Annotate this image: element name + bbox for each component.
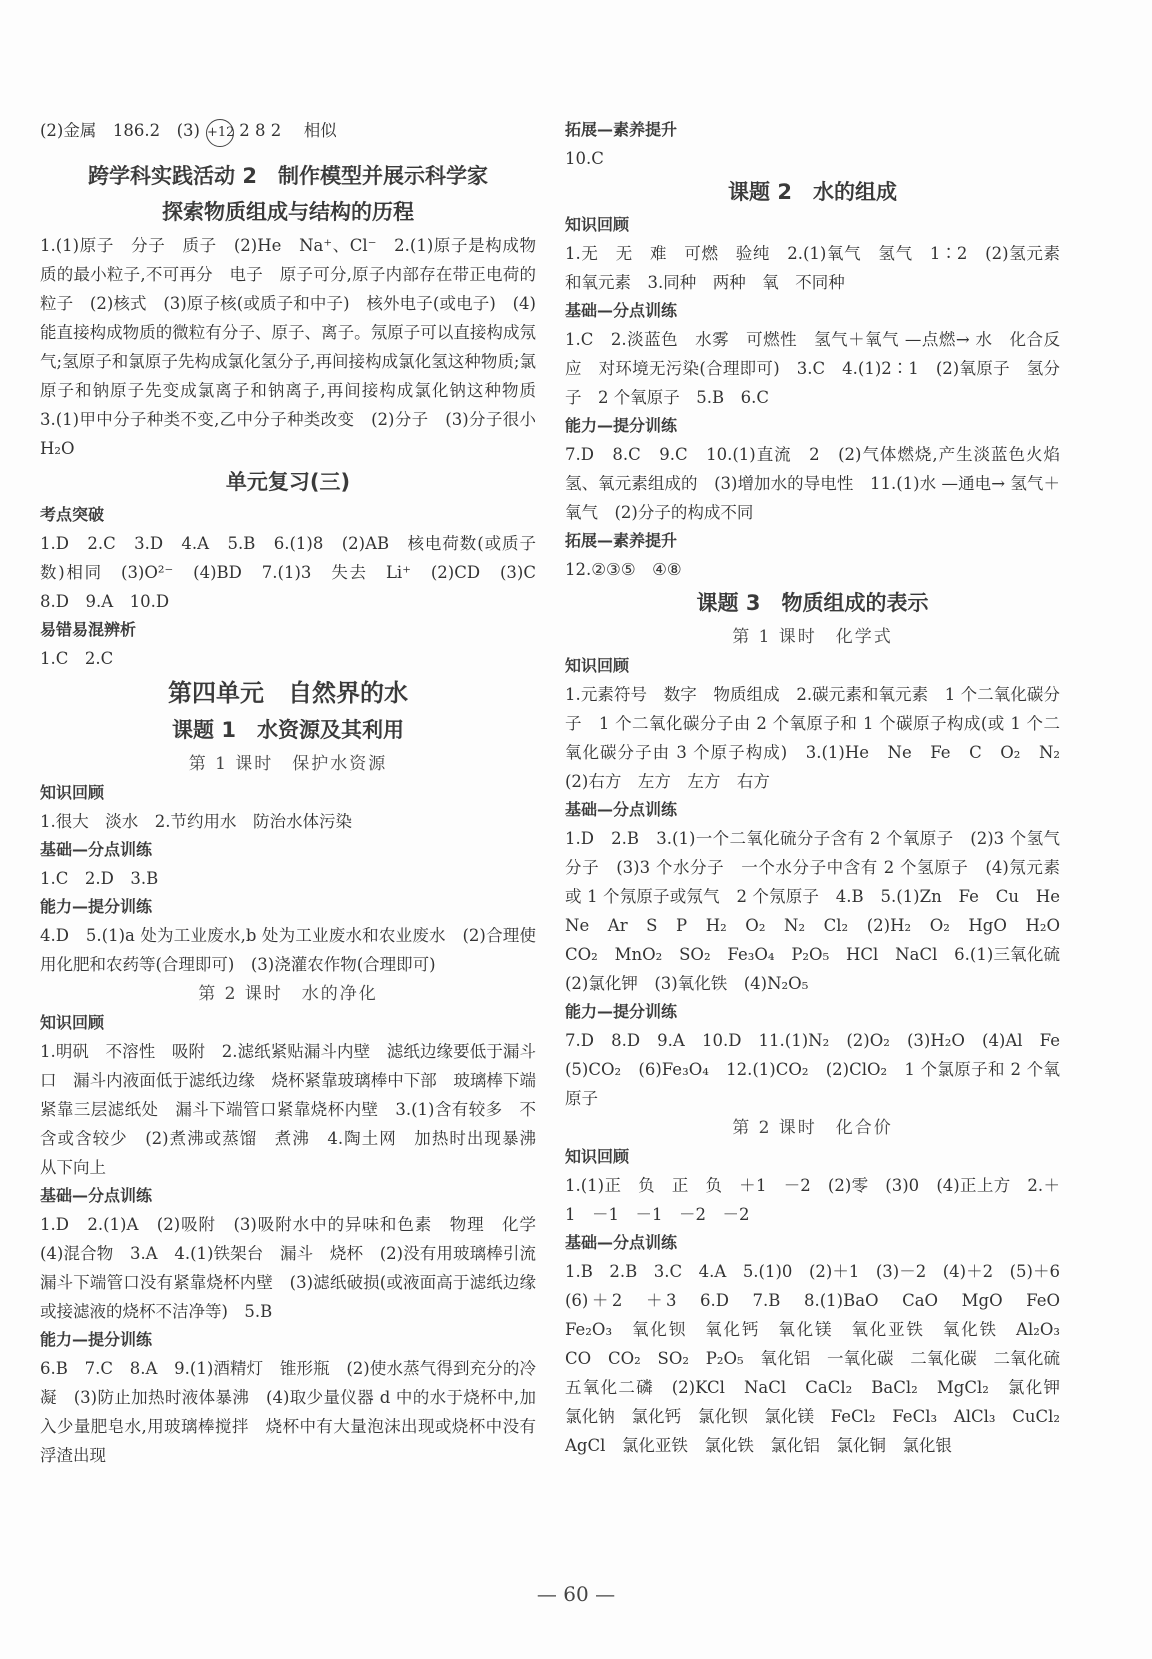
lesson-title: 第 2 课时 水的净化: [198, 984, 378, 1004]
topic-title: 课题 1 水资源及其利用: [172, 718, 404, 742]
section-heading: 能力—提分训练: [565, 416, 678, 435]
section-answers: 1.无 无 难 可燃 验纯 2.(1)氧气 氢气 1∶2 (2)氢元素和氧元素 3.同种 两种 氧 不同种: [565, 244, 1060, 292]
lesson-title: 第 1 课时 化学式: [732, 627, 893, 647]
section-answers: 12.②③⑤ ④⑧: [565, 560, 682, 579]
topic-title: 课题 2 水的组成: [728, 180, 897, 204]
section-answers: 6.B 7.C 8.A 9.(1)酒精灯 锥形瓶 (2)使水蒸气得到充分的冷凝 (3)防止加热时液体暴沸 (4)取少量仪器 d 中的水于烧杯中,加入少量肥皂水,用玻璃棒搅拌 烧杯中有大量泡沫出现或烧杯中没有浮渣出现: [40, 1359, 536, 1465]
section-heading: 知识回顾: [565, 215, 630, 234]
section-answers: 1.明矾 不溶性 吸附 2.滤纸紧贴漏斗内壁 滤纸边缘要低于漏斗口 漏斗内液面低于滤纸边缘 烧杯紧靠玻璃棒中下部 玻璃棒下端紧靠三层滤纸处 漏斗下端管口紧靠烧杯内壁 3.(1)含有较多 不含或含较少 (2)煮沸或蒸馏 煮沸 4.陶土网 加热时出现暴沸 从下向上: [40, 1042, 553, 1177]
right-column: [565, 116, 1077, 1460]
topic-title: 课题 3 物质组成的表示: [696, 591, 929, 615]
atom-shells: 2 8 2: [239, 121, 282, 140]
section-heading: 能力—提分训练: [40, 1330, 153, 1349]
section-answers: 1.很大 淡水 2.节约用水 防治水体污染: [40, 812, 352, 831]
activity-title-2: 探索物质组成与结构的历程: [162, 200, 414, 224]
section-heading: 基础—分点训练: [565, 800, 678, 819]
lesson-title: 第 1 课时 保护水资源: [188, 754, 388, 774]
section-answers: 7.D 8.D 9.A 10.D 11.(1)N₂ (2)O₂ (3)H₂O (4)Al Fe (5)CO₂ (6)Fe₃O₄ 12.(1)CO₂ (2)ClO₂ 1 个氯原子和 2 个氧原子: [565, 1031, 1077, 1108]
section-heading: 基础—分点训练: [565, 1233, 678, 1252]
section-answers: 1.D 2.B 3.(1)一个二氧化硫分子含有 2 个氧原子 (2)3 个氢气分子 (3)3 个水分子 一个水分子中含有 2 个氢原子 (4)氖元素或 1 个氖原子或氖气 2 个氖原子 4.B 5.(1)Zn Fe Cu He Ne Ar S P H₂ O₂ N₂ Cl₂ (2)H₂ O₂ HgO H₂O CO₂ MnO₂ SO₂ Fe₃O₄ P₂O₅ HCl NaCl 6.(1)三氧化硫 (2)氯化钾 (3)氧化铁 (4)N₂O₅: [565, 829, 1077, 993]
section-answers: 1.C 2.淡蓝色 水雾 可燃性 氢气＋氧气 —点燃→ 水 化合反应 对环境无污染(合理即可) 3.C 4.(1)2∶1 (2)氧原子 氢分子 2 个氧原子 5.B 6.C: [565, 330, 1060, 407]
section-heading: 知识回顾: [40, 1013, 105, 1032]
activity-title-1: 跨学科实践活动 2 制作模型并展示科学家: [88, 164, 488, 188]
section-heading: 知识回顾: [565, 656, 630, 675]
section-answers: 4.D 5.(1)a 处为工业废水,b 处为工业废水和农业废水 (2)合理使用化肥和农药等(合理即可) (3)浇灌农作物(合理即可): [40, 926, 536, 974]
unit-title: 第四单元 自然界的水: [168, 679, 408, 707]
section-heading: 基础—分点训练: [565, 301, 678, 320]
section-answers: 1.D 2.(1)A (2)吸附 (3)吸附水中的异味和色素 物理 化学 (4)混合物 3.A 4.(1)铁架台 漏斗 烧杯 (2)没有用玻璃棒引流 漏斗下端管口没有紧靠烧杯内壁 (3)滤纸破损(或液面高于滤纸边缘或接滤液的烧杯不洁净等) 5.B: [40, 1215, 553, 1321]
intro-text: (2)金属 186.2 (3): [40, 121, 200, 140]
section-heading: 知识回顾: [565, 1147, 630, 1166]
section-answers: 1.(1)正 负 正 负 ＋1 －2 (2)零 (3)0 (4)正上方 2.＋1 －1 －1 －2 －2: [565, 1176, 1060, 1224]
section-answers: 10.C: [565, 149, 604, 168]
section-heading: 基础—分点训练: [40, 1186, 153, 1205]
section-heading: 易错易混辨析: [40, 620, 137, 639]
section-answers: 1.C 2.D 3.B: [40, 869, 159, 888]
section-heading: 考点突破: [40, 505, 105, 524]
section-heading: 能力—提分训练: [565, 1002, 678, 1021]
section-heading: 知识回顾: [40, 783, 105, 802]
section-answers: 7.D 8.C 9.C 10.(1)直流 2 (2)气体燃烧,产生淡蓝色火焰 氢、氧元素组成的 (3)增加水的导电性 11.(1)水 —通电→ 氢气＋氧气 (2)分子的构成不同: [565, 445, 1077, 522]
section-answers: 1.B 2.B 3.C 4.A 5.(1)0 (2)＋1 (3)－2 (4)＋2 (5)＋6 (6)＋2 ＋3 6.D 7.B 8.(1)BaO CaO MgO FeO Fe₂O₃ 氧化钡 氧化钙 氧化镁 氧化亚铁 氧化铁 Al₂O₃ CO CO₂ SO₂ P₂O₅ 氧化铝 一氧化碳 二氧化碳 二氧化硫 五氧化二磷 (2)KCl NaCl CaCl₂ BaCl₂ MgCl₂ 氯化钾 氯化钠 氯化钙 氯化钡 氯化镁 FeCl₂ FeCl₃ AlCl₃ CuCl₂ AgCl 氯化亚铁 氯化铁 氯化铝 氯化铜 氯化银: [565, 1262, 1077, 1455]
section-answers: 1.元素符号 数字 物质组成 2.碳元素和氧元素 1 个二氧化碳分子 1 个二氧化碳分子由 2 个氧原子和 1 个碳原子构成(或 1 个二氧化碳分子由 3 个原子构成) 3.(1)He Ne Fe C O₂ N₂ (2)右方 左方 左方 右方: [565, 685, 1077, 791]
intro-text-end: 相似: [303, 121, 337, 140]
unit-review-title: 单元复习(三): [225, 470, 351, 494]
section-heading: 拓展—素养提升: [565, 531, 678, 550]
section-answers: 1.C 2.C: [40, 649, 114, 668]
atom-nucleus: +12: [206, 119, 234, 147]
section-heading: 能力—提分训练: [40, 897, 153, 916]
atom-structure-diagram: [200, 116, 287, 147]
left-column: [40, 116, 553, 1470]
section-heading: 基础—分点训练: [40, 840, 153, 859]
activity-answers: 1.(1)原子 分子 质子 (2)He Na⁺、Cl⁻ 2.(1)原子是构成物质的最小粒子,不可再分 电子 原子可分,原子内部存在带正电荷的粒子 (2)核式 (3)原子核(或质子和中子) 核外电子(或电子) (4)能直接构成物质的微粒有分子、原子、离子。氖原子可以直接构成氖气;氢原子和氯原子先构成氯化氢分子,再间接构成氯化氢这种物质;氯原子和钠原子先变成氯离子和钠离子,再间接构成氯化钠这种物质 3.(1)甲中分子种类不变,乙中分子种类改变 (2)分子 (3)分子很小 H₂O: [40, 236, 553, 458]
section-heading: 拓展—素养提升: [565, 120, 678, 139]
intro-line: [40, 116, 536, 147]
page-number: — 60 —: [536, 1582, 616, 1606]
lesson-title: 第 2 课时 化合价: [732, 1118, 893, 1138]
section-answers: 1.D 2.C 3.D 4.A 5.B 6.(1)8 (2)AB 核电荷数(或质子数)相同 (3)O²⁻ (4)BD 7.(1)3 失去 Li⁺ (2)CD (3)C 8.D 9.A 10.D: [40, 534, 553, 611]
